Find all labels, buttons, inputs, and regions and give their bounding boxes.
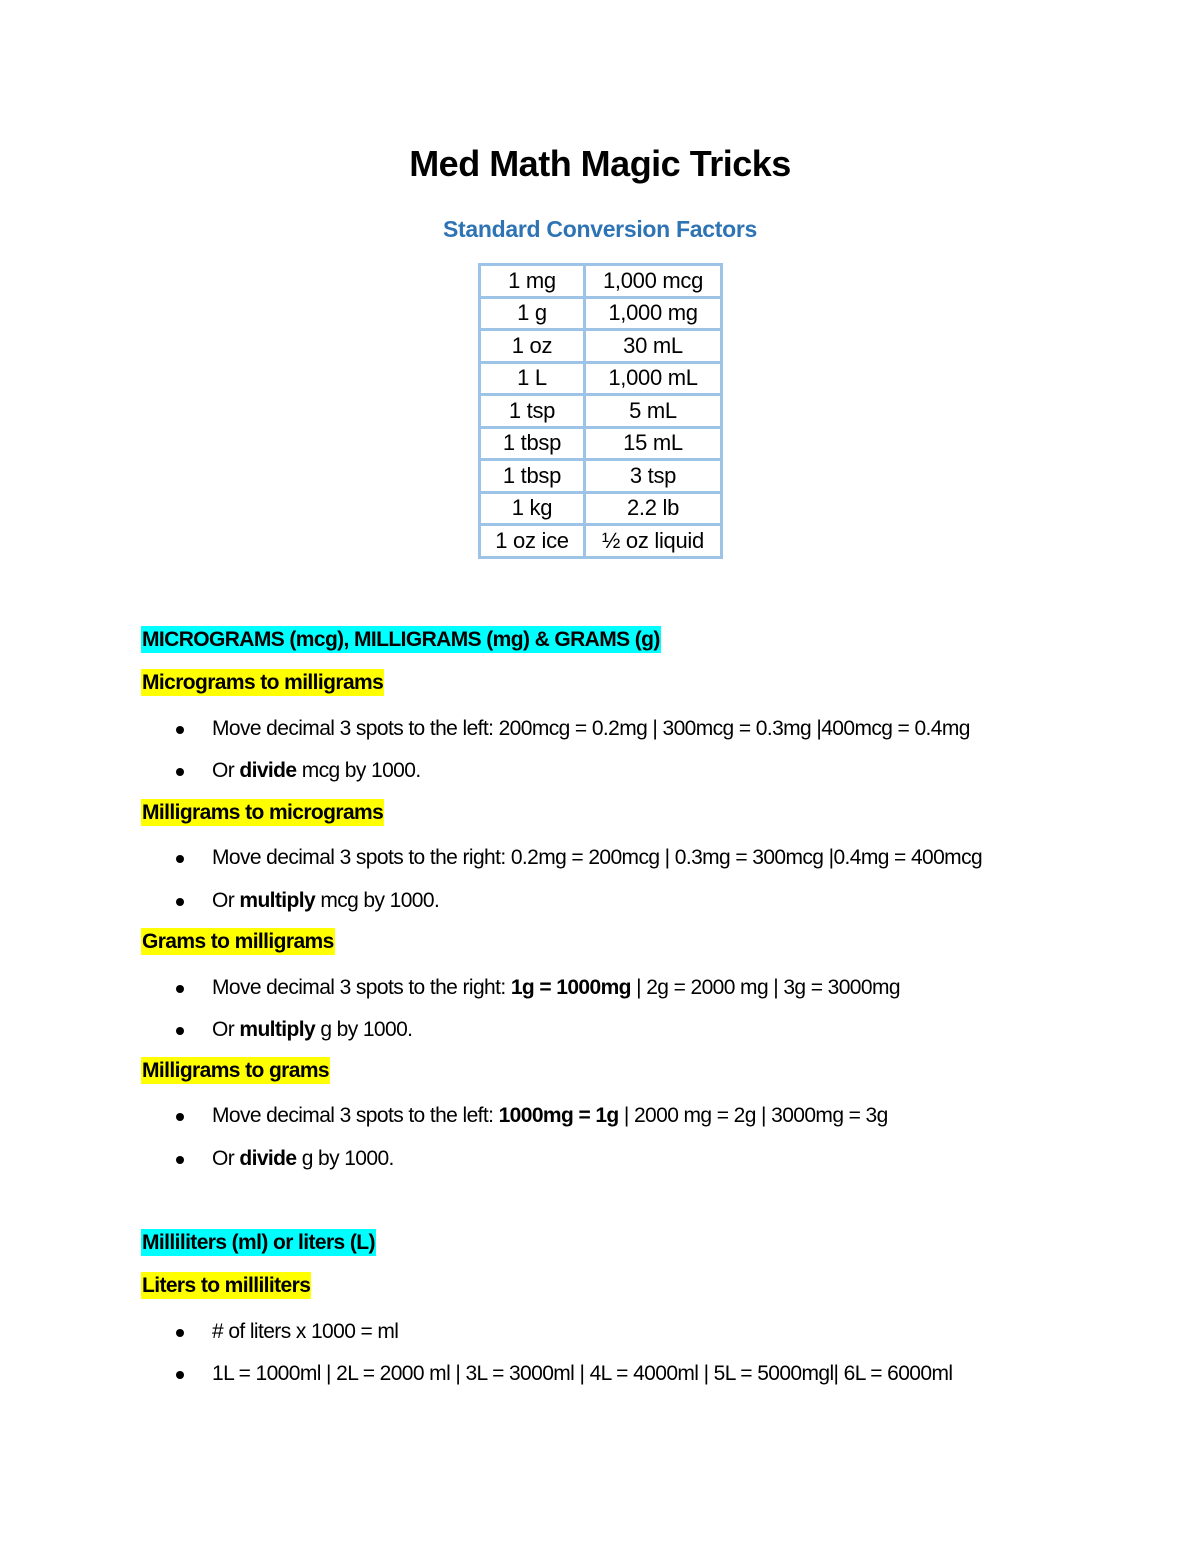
table-cell-unit: 1 L: [480, 362, 585, 395]
text-run: | 2g = 2000 mg | 3g = 3000mg: [630, 976, 900, 999]
text-run: mcg by 1000.: [296, 759, 421, 782]
text-run: multiply: [239, 1018, 316, 1041]
text-run: Or: [212, 1018, 240, 1041]
table-cell-unit: 1 g: [480, 297, 585, 330]
table-row: [480, 492, 722, 525]
table-cell-equivalent: 3 tsp: [585, 460, 722, 493]
table-cell-equivalent: 30 mL: [585, 330, 722, 363]
page-title: Med Math Magic Tricks: [409, 143, 791, 184]
bullet-icon: [176, 855, 184, 863]
text-run: divide: [239, 759, 297, 782]
table-cell-equivalent: 2.2 lb: [585, 492, 722, 525]
table-cell-equivalent: 1,000 mcg: [585, 265, 722, 298]
table-cell-unit: 1 tbsp: [480, 427, 585, 460]
text-run: Move decimal 3 spots to the left: 200mcg = 0.2mg | 300mcg = 0.3mg |400mcg = 0.4mg: [212, 717, 970, 740]
text-run: Move decimal 3 spots to the left:: [212, 1104, 499, 1127]
bullet-icon: [176, 898, 184, 906]
table-row: [480, 395, 722, 428]
section-heading: Liters to milliliters: [142, 1274, 311, 1297]
section-heading: Micrograms to milligrams: [142, 671, 384, 694]
section-heading: Milligrams to micrograms: [142, 801, 384, 824]
table-row: [480, 460, 722, 493]
page-subtitle: Standard Conversion Factors: [443, 216, 757, 242]
text-run: 1L = 1000ml | 2L = 2000 ml | 3L = 3000ml | 4L = 4000ml | 5L = 5000mgl| 6L = 6000ml: [212, 1362, 953, 1385]
text-run: Move decimal 3 spots to the right: 0.2mg = 200mcg | 0.3mg = 300mcg |0.4mg = 400mcg: [212, 846, 983, 869]
section-heading: MICROGRAMS (mcg), MILLIGRAMS (mg) & GRAMS (g): [142, 628, 660, 651]
section-heading: Grams to milligrams: [142, 930, 334, 953]
bullet-icon: [176, 768, 184, 776]
table-row: [480, 362, 722, 395]
text-run: Or: [212, 889, 240, 912]
table-row: [480, 265, 722, 298]
table-cell-unit: 1 tbsp: [480, 460, 585, 493]
text-run: Move decimal 3 spots to the right:: [212, 976, 511, 999]
table-cell-equivalent: 1,000 mL: [585, 362, 722, 395]
table-cell-equivalent: 5 mL: [585, 395, 722, 428]
text-run: g by 1000.: [315, 1018, 413, 1041]
text-run: divide: [239, 1147, 297, 1170]
table-cell-unit: 1 oz ice: [480, 525, 585, 558]
table-cell-equivalent: 15 mL: [585, 427, 722, 460]
table-row: [480, 330, 722, 363]
table-cell-unit: 1 oz: [480, 330, 585, 363]
conversion-table: [478, 263, 723, 559]
table-row: [480, 525, 722, 558]
section-heading: Milligrams to grams: [142, 1059, 329, 1082]
bullet-icon: [176, 985, 184, 993]
bullet-icon: [176, 1113, 184, 1121]
bullet-icon: [176, 1156, 184, 1164]
text-run: # of liters x 1000 = ml: [212, 1320, 399, 1343]
text-run: Or: [212, 759, 240, 782]
text-run: g by 1000.: [296, 1147, 394, 1170]
table-row: [480, 297, 722, 330]
table-cell-unit: 1 kg: [480, 492, 585, 525]
text-run: | 2000 mg = 2g | 3000mg = 3g: [618, 1104, 888, 1127]
text-run: mcg by 1000.: [315, 889, 440, 912]
text-run: 1g = 1000mg: [510, 976, 631, 999]
text-run: Or: [212, 1147, 240, 1170]
bullet-icon: [176, 1329, 184, 1337]
table-row: [480, 427, 722, 460]
bullet-icon: [176, 726, 184, 734]
section-heading: Milliliters (ml) or liters (L): [142, 1231, 375, 1254]
text-run: multiply: [239, 889, 316, 912]
bullet-icon: [176, 1027, 184, 1035]
table-cell-unit: 1 tsp: [480, 395, 585, 428]
text-run: 1000mg = 1g: [498, 1104, 619, 1127]
table-cell-equivalent: ½ oz liquid: [585, 525, 722, 558]
table-cell-equivalent: 1,000 mg: [585, 297, 722, 330]
table-cell-unit: 1 mg: [480, 265, 585, 298]
bullet-icon: [176, 1371, 184, 1379]
